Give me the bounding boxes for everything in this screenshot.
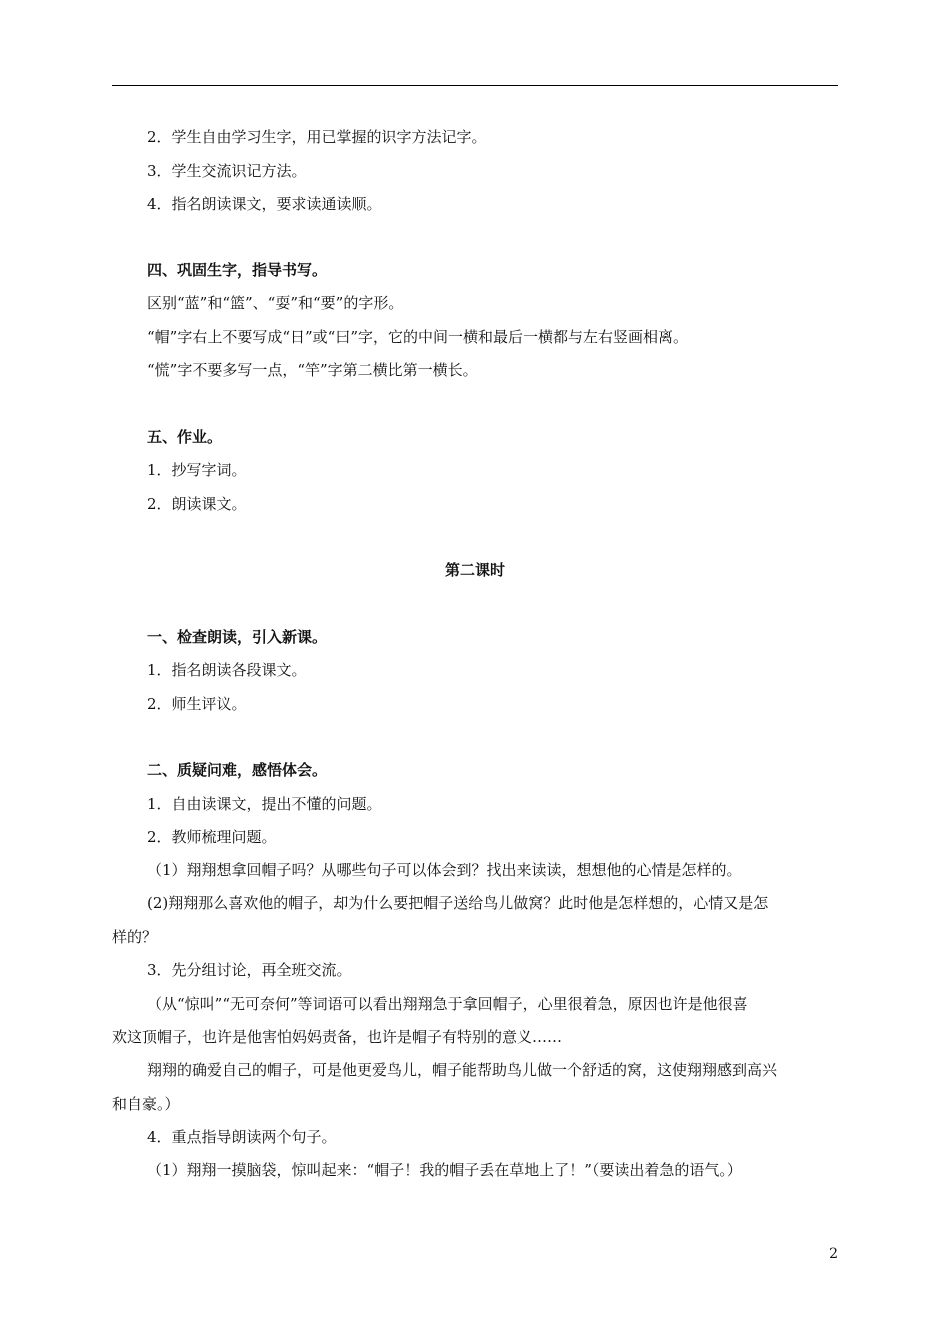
paragraph: 样的？ bbox=[112, 928, 158, 946]
paragraph: (2)翔翔那么喜欢他的帽子，却为什么要把帽子送给鸟儿做窝？此时他是怎样想的，心情又是怎 bbox=[147, 894, 769, 912]
section-heading: 二、质疑问难，感悟体会。 bbox=[147, 761, 328, 779]
paragraph: 2．学生自由学习生字，用已掌握的识字方法记字。 bbox=[147, 128, 487, 146]
section-heading: 一、检查朗读，引入新课。 bbox=[147, 628, 328, 646]
header-rule bbox=[112, 85, 838, 86]
page-number: 2 bbox=[829, 1246, 838, 1262]
paragraph: 2．教师梳理问题。 bbox=[147, 828, 277, 846]
paragraph: 3．学生交流识记方法。 bbox=[147, 162, 307, 180]
paragraph: “慌”字不要多写一点，“竿”字第二横比第一横长。 bbox=[147, 361, 478, 379]
paragraph: 和自豪。） bbox=[112, 1095, 180, 1113]
paragraph: 1．自由读课文，提出不懂的问题。 bbox=[147, 795, 382, 813]
paragraph: 翔翔的确爱自己的帽子，可是他更爱鸟儿，帽子能帮助鸟儿做一个舒适的窝，这使翔翔感到高兴 bbox=[147, 1061, 778, 1079]
list-item: 2．师生评议。 bbox=[147, 695, 247, 713]
section-heading: 四、巩固生字，指导书写。 bbox=[147, 261, 328, 279]
paragraph: 欢这顶帽子，也许是他害怕妈妈责备，也许是帽子有特别的意义…… bbox=[112, 1028, 563, 1046]
paragraph: （1）翔翔想拿回帽子吗？从哪些句子可以体会到？找出来读读，想想他的心情是怎样的。 bbox=[147, 861, 742, 879]
list-item: 1．抄写字词。 bbox=[147, 461, 247, 479]
paragraph: 区别“蓝”和“篮”、“耍”和“要”的字形。 bbox=[147, 294, 404, 312]
paragraph: （1）翔翔一摸脑袋，惊叫起来：“帽子！我的帽子丢在草地上了！”（要读出着急的语气。） bbox=[147, 1161, 742, 1179]
paragraph: 3．先分组讨论，再全班交流。 bbox=[147, 961, 352, 979]
paragraph: 4．重点指导朗读两个句子。 bbox=[147, 1128, 337, 1146]
paragraph: （从“惊叫”“无可奈何”等词语可以看出翔翔急于拿回帽子，心里很着急，原因也许是他很喜 bbox=[147, 995, 748, 1013]
list-item: 2．朗读课文。 bbox=[147, 495, 247, 513]
paragraph: “帽”字右上不要写成“日”或“曰”字，它的中间一横和最后一横都与左右竖画相离。 bbox=[147, 328, 689, 346]
paragraph: 4．指名朗读课文，要求读通读顺。 bbox=[147, 195, 382, 213]
lesson-title: 第二课时 bbox=[444, 561, 505, 579]
section-heading: 五、作业。 bbox=[147, 428, 223, 446]
list-item: 1．指名朗读各段课文。 bbox=[147, 661, 307, 679]
